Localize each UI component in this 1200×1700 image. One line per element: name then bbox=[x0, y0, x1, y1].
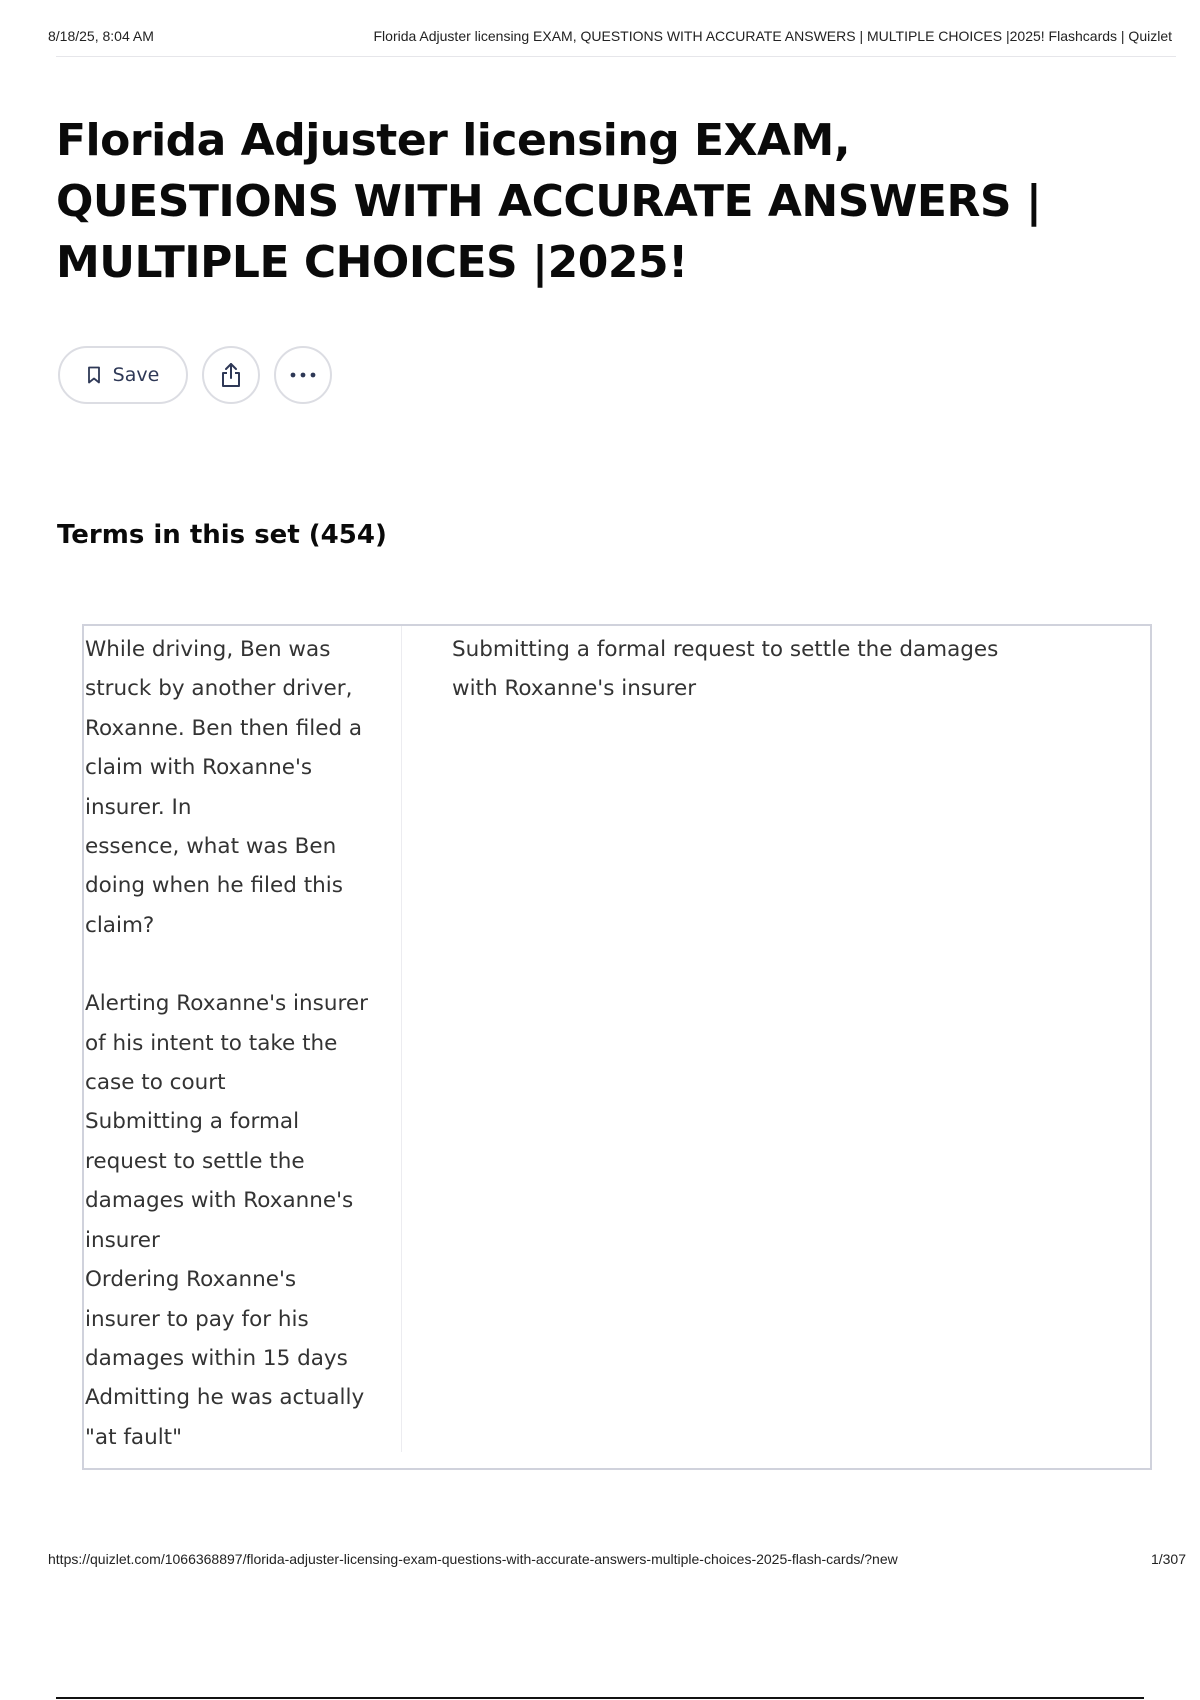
print-header bbox=[48, 28, 1172, 50]
page-number: 1/307 bbox=[1150, 1551, 1186, 1567]
more-options-button[interactable] bbox=[274, 346, 332, 404]
header-divider bbox=[56, 56, 1176, 57]
more-icon bbox=[290, 372, 316, 378]
share-button[interactable] bbox=[202, 346, 260, 404]
card-term bbox=[84, 626, 402, 1452]
print-date: 8/18/25, 8:04 AM bbox=[48, 28, 154, 44]
term-options: Alerting Roxanne's insurer of his intent to take the case to court Submitting a formal request to settle the damages with Roxanne's insurer Ordering Roxanne's insurer to pay for his damages within 15 days Admitting he was actually "at fault" bbox=[85, 991, 368, 1450]
print-page-title: Florida Adjuster licensing EXAM, QUESTIONS WITH ACCURATE ANSWERS | MULTIPLE CHOICES |2025! Flashcards | Quizlet bbox=[373, 28, 1172, 44]
page-title: Florida Adjuster licensing EXAM, QUESTIONS WITH ACCURATE ANSWERS | MULTIPLE CHOICES |2025! bbox=[56, 115, 1042, 288]
term-question: While driving, Ben was struck by another driver, Roxanne. Ben then filed a claim with Roxanne's insurer. In essence, what was Ben doing when he filed this claim? bbox=[85, 637, 363, 938]
flashcard bbox=[82, 624, 1152, 1470]
print-footer bbox=[48, 1551, 1186, 1571]
action-bar bbox=[58, 346, 332, 406]
bottom-divider bbox=[56, 1697, 1144, 1699]
card-definition: Submitting a formal request to settle the damages with Roxanne's insurer bbox=[452, 637, 999, 702]
footer-url: https://quizlet.com/1066368897/florida-adjuster-licensing-exam-questions-with-accurate-answers-multiple-choices-2025-flash-cards/?new bbox=[48, 1551, 898, 1567]
term-spacer bbox=[85, 945, 401, 984]
share-icon bbox=[219, 362, 243, 388]
terms-heading: Terms in this set (454) bbox=[57, 520, 387, 550]
save-button[interactable] bbox=[58, 346, 188, 404]
save-button-label: Save bbox=[112, 364, 160, 386]
bookmark-icon bbox=[87, 366, 101, 384]
